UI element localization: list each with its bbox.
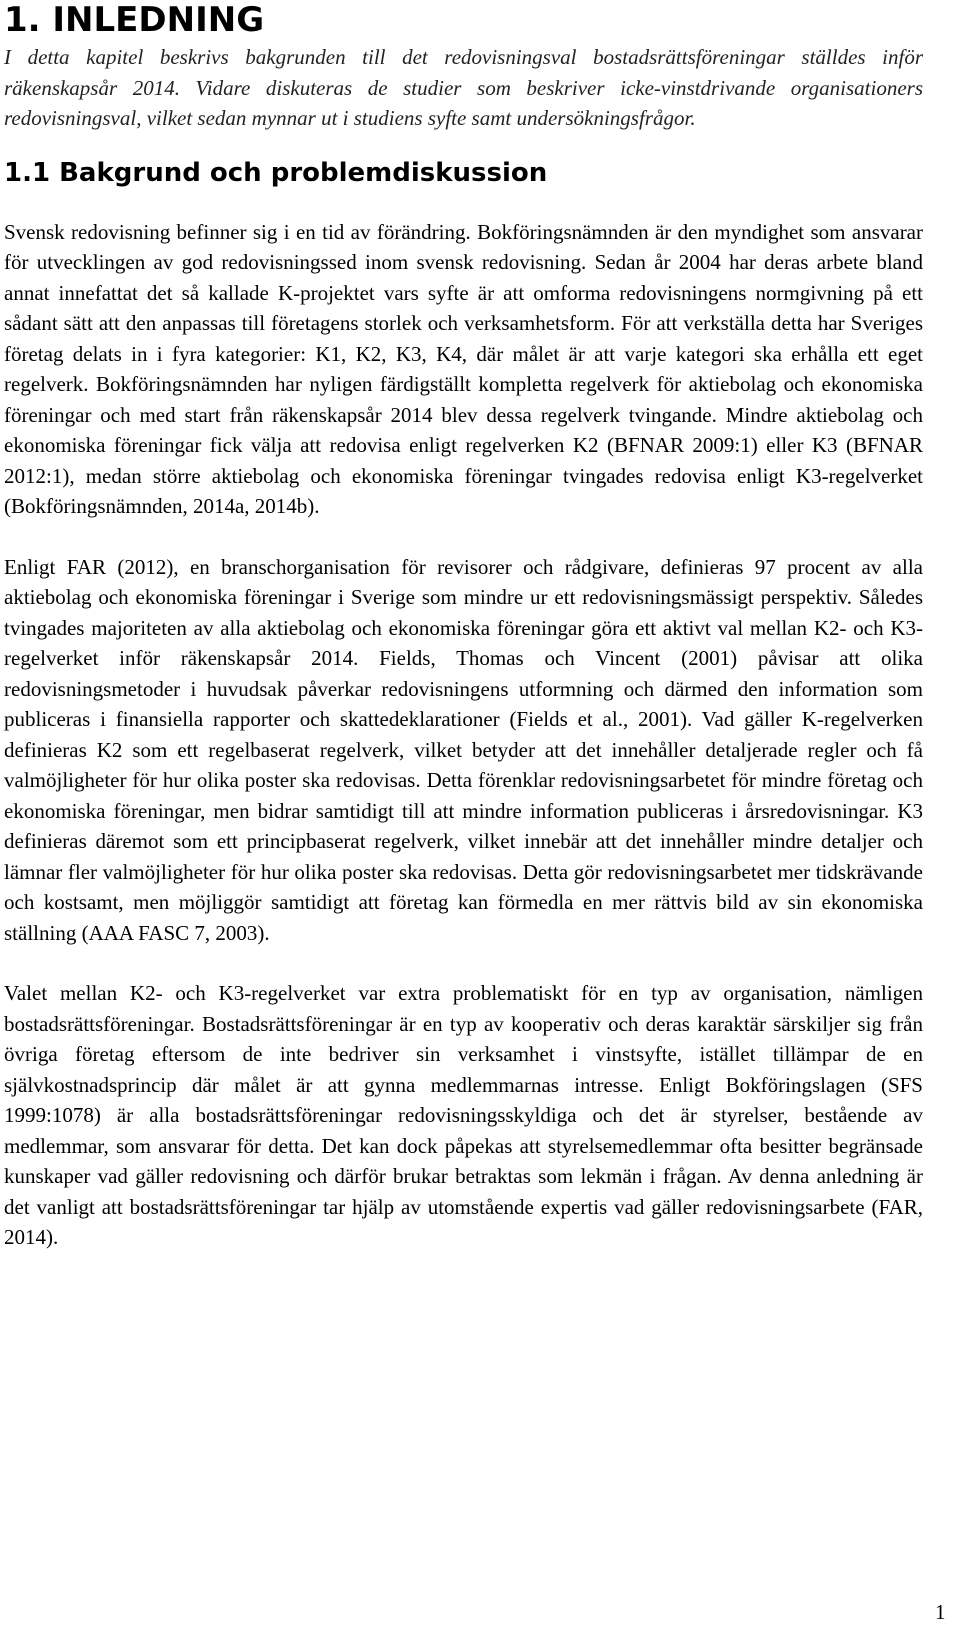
body-paragraph: Enligt FAR (2012), en branschorganisation för revisorer och rådgivare, definieras 97 procent av alla aktiebolag och ekonomiska föreningar i Sverige som mindre ur ett redovisningsmässigt perspektiv. Således tvingades majoriteten av alla aktiebolag och ekonomiska föreningar göra ett aktivt val mellan K2- och K3-regelverket inför räkenskapsår 2014. Fields, Thomas och Vincent (2001) påvisar att olika redovisningsmetoder i huvudsak påverkar redovisningens utformning och därmed den information som publiceras i finansiella rapporter och skattedeklarationer (Fields et al., 2001). Vad gäller K-regelverken definieras K2 som ett regelbaserat regelverk, vilket betyder att det innehåller detaljerade regler och få valmöjligheter för hur olika poster ska redovisas. Detta förenklar redovisningsarbetet för mindre företag och ekonomiska föreningar, men bidrar samtidigt till att mindre information publiceras i årsredovisningar. K3 definieras däremot som ett principbaserat regelverk, vilket innebär att det innehåller mindre detaljer och lämnar fler valmöjligheter för hur olika poster ska redovisas. Detta gör redovisningsarbetet mer tidskrävande och kostsamt, men möjliggör samtidigt att företag kan förmedla en mer rättvis bild av sin ekonomiska ställning (AAA FASC 7, 2003).: [4, 554, 923, 945]
page-number: 1: [935, 1600, 946, 1624]
section-heading: 1.1 Bakgrund och problemdiskussion: [4, 157, 548, 188]
chapter-heading: 1. INLEDNING: [4, 0, 265, 40]
body-paragraph: Svensk redovisning befinner sig i en tid av förändring. Bokföringsnämnden är den myndighet som ansvarar för utvecklingen av god redovisningssed inom svensk redovisning. Sedan år 2004 har deras arbete bland annat innefattat det så kallade K-projektet vars syfte är att omforma redovisningens normgivning på ett sådant sätt att den anpassas till företagens storlek och verksamhetsform. För att verkställa detta har Sveriges företag delats in i fyra kategorier: K1, K2, K3, K4, där målet är att varje kategori ska erhålla ett eget regelverk. Bokföringsnämnden har nyligen färdigställt kompletta regelverk för aktiebolag och ekonomiska föreningar och med start från räkenskapsår 2014 blev dessa regelverk tvingande. Mindre aktiebolag och ekonomiska föreningar fick välja att redovisa enligt regelverken K2 (BFNAR 2009:1) eller K3 (BFNAR 2012:1), medan större aktiebolag och ekonomiska föreningar tvingades redovisa enligt K3-regelverket (Bokföringsnämnden, 2014a, 2014b).: [4, 219, 923, 518]
body-paragraph: Valet mellan K2- och K3-regelverket var extra problematiskt för en typ av organisation, nämligen bostadsrättsföreningar. Bostadsrättsföreningar är en typ av kooperativ och deras karaktär särskiljer sig från övriga företag eftersom de inte bedriver sin verksamhet i vinstsyfte, istället tillämpar de en självkostnadsprincip där målet är att gynna medlemmarnas intresse. Enligt Bokföringslagen (SFS 1999:1078) är alla bostadsrättsföreningar redovisningsskyldiga och det är styrelser, bestående av medlemmar, som ansvarar för detta. Det kan dock påpekas att styrelsemedlemmar ofta besitter begränsade kunskaper vad gäller redovisning och därför brukar betraktas som lekmän i frågan. Av denna anledning är det vanligt att bostadsrättsföreningar tar hjälp av utomstående expertis vad gäller redovisningsarbete (FAR, 2014).: [4, 981, 923, 1249]
chapter-intro: I detta kapitel beskrivs bakgrunden till det redovisningsval bostadsrättsföreningar ställdes inför räkenskapsår 2014. Vidare diskuteras de studier som beskriver icke-vinstdrivande organisationers redovisningsval, vilket sedan mynnar ut i studiens syfte samt undersökningsfrågor.: [4, 45, 923, 130]
document-page: [4, 0, 923, 1253]
